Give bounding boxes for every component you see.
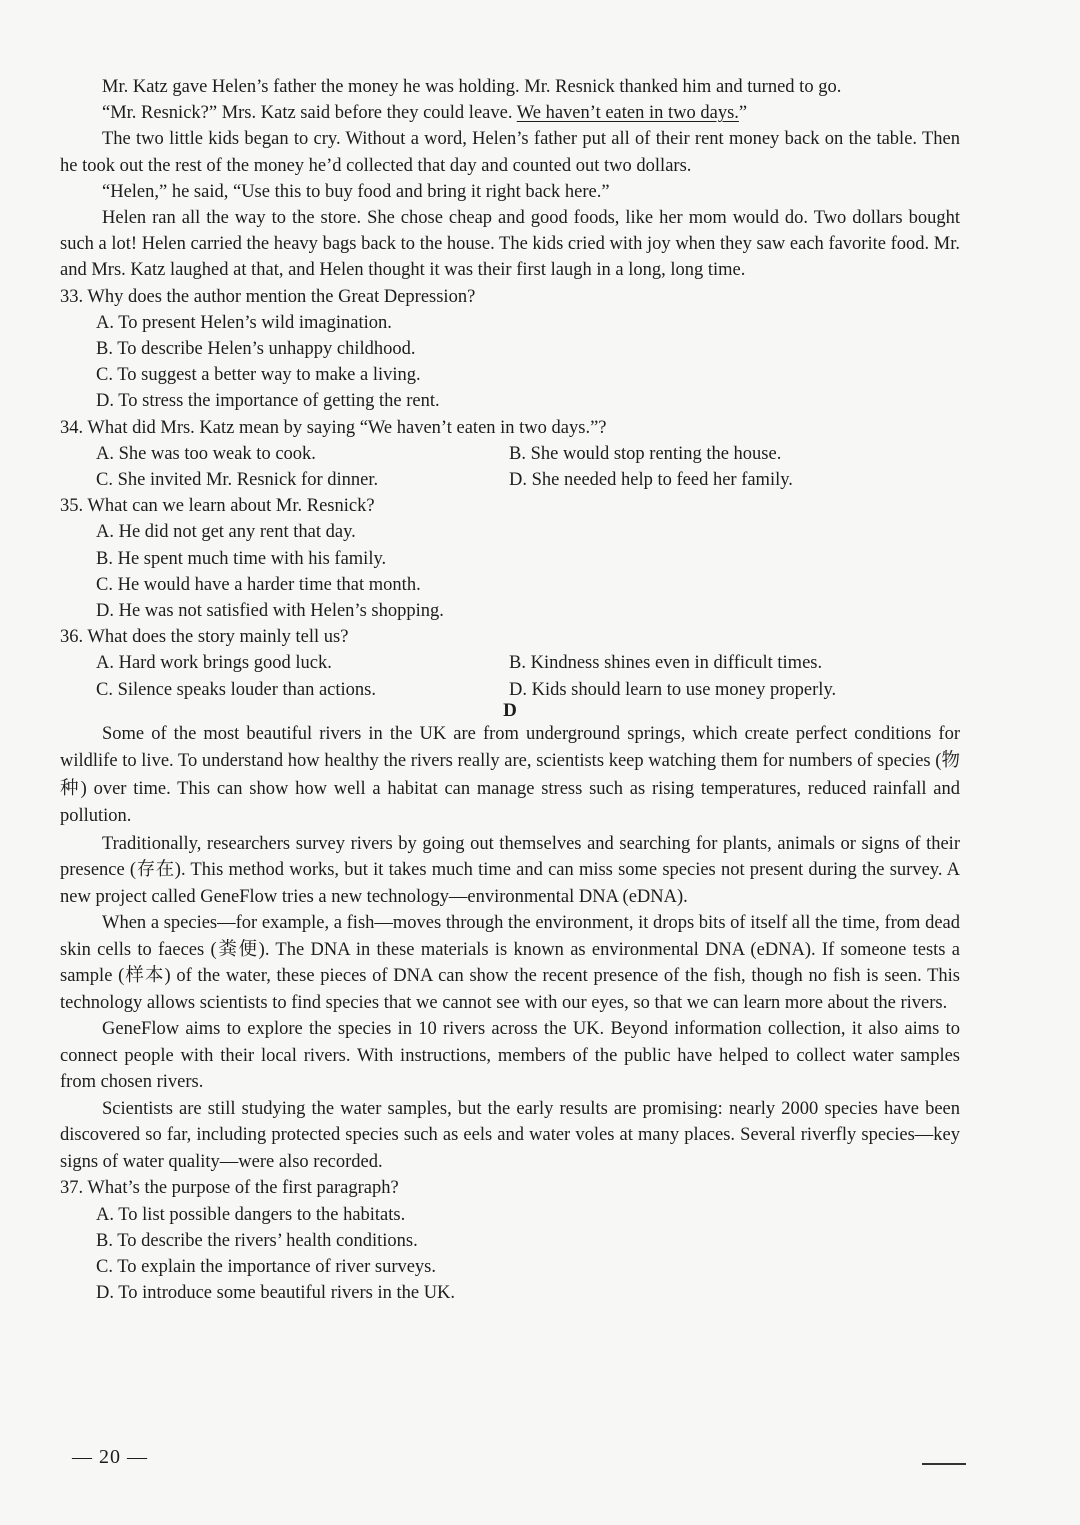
option-b[interactable]: B. To describe the rivers’ health conditions. (96, 1230, 418, 1251)
option-c[interactable]: C. To suggest a better way to make a living. (96, 365, 421, 386)
story-c (60, 74, 960, 284)
option-b[interactable]: B. To describe Helen’s unhappy childhood. (96, 339, 416, 360)
question-stem: 35. What can we learn about Mr. Resnick? (60, 496, 375, 517)
option-d[interactable]: D. To stress the importance of getting the rent. (96, 391, 440, 412)
question-33 (60, 284, 960, 415)
option-d[interactable]: D. To introduce some beautiful rivers in the UK. (96, 1283, 456, 1304)
option-c[interactable]: C. She invited Mr. Resnick for dinner. (96, 470, 379, 491)
passage-paragraph: GeneFlow aims to explore the species in 10 rivers across the UK. Beyond information collection, it also aims to connect people with their local rivers. With instructions, members of the public have helped to collect water samples from chosen rivers. (60, 1018, 960, 1093)
story-line: Mr. Katz gave Helen’s father the money he was holding. Mr. Resnick thanked him and turned to go. (102, 77, 842, 97)
story-paragraph: The two little kids began to cry. Without a word, Helen’s father put all of their rent money back on the table. Then he took out the rest of the money he’d collected that day and counted out two dollars. (60, 129, 960, 176)
option-a[interactable]: A. He did not get any rent that day. (96, 522, 356, 543)
passage-paragraph: Scientists are still studying the water samples, but the early results are promising: nearly 2000 species have been discovered so far, including protected species such as eels and water voles at many places. Several riverfly species—key signs of water quality—were also recorded. (60, 1098, 960, 1172)
passage-paragraph: Some of the most beautiful rivers in the UK are from underground springs, which create perfect conditions for wildlife to live. To understand how healthy the rivers really are, scientists keep watching them for numbers of species (物种) over time. This can show how well a habitat can manage stress such as rising temperatures, reduced rainfall and pollution. (60, 723, 960, 827)
passage-d (60, 721, 960, 1176)
option-b[interactable]: B. Kindness shines even in difficult times. (509, 653, 823, 674)
option-d[interactable]: D. He was not satisfied with Helen’s shopping. (96, 601, 444, 622)
question-stem: 33. Why does the author mention the Great Depression? (60, 286, 476, 307)
section-title: D (503, 699, 517, 721)
passage-paragraph: When a species—for example, a fish—moves through the environment, it drops bits of itself all the time, from dead skin cells to faeces (粪便). The DNA in these materials is known as environmental DNA (eDNA). If someone tests a sample (样本) of the water, these pieces of DNA can show the recent presence of the fish, though no fish is seen. This technology allows scientists to find species that we cannot see with our eyes, so that we can learn more about the rivers. (60, 913, 960, 1013)
question-37 (60, 1175, 960, 1306)
option-c[interactable]: C. Silence speaks louder than actions. (96, 679, 377, 700)
question-34 (60, 415, 960, 494)
option-b[interactable]: B. He spent much time with his family. (96, 548, 387, 569)
option-a[interactable]: A. She was too weak to cook. (96, 443, 316, 464)
question-stem: 37. What’s the purpose of the first paragraph? (60, 1178, 399, 1199)
option-a[interactable]: A. Hard work brings good luck. (96, 653, 332, 674)
option-d[interactable]: D. Kids should learn to use money properly. (509, 679, 837, 700)
dialogue-text: “Mr. Resnick?” Mrs. Katz said before they could leave. (102, 103, 513, 124)
option-d[interactable]: D. She needed help to feed her family. (509, 470, 793, 491)
story-line: “Helen,” he said, “Use this to buy food and bring it right back here.” (102, 181, 610, 202)
story-paragraph: Helen ran all the way to the store. She chose cheap and good foods, like her mom would do. Two dollars bought such a lot! Helen carried the heavy bags back to the house. The kids cried with joy when they saw each favorite food. Mr. and Mrs. Katz laughed at that, and Helen thought it was their first laugh in a long, long time. (60, 208, 960, 281)
passage-paragraph: Traditionally, researchers survey rivers by going out themselves and searching for plants, animals or signs of their presence (存在). This method works, but it takes much time and can miss some species not present during the survey. A new project called GeneFlow tries a new technology—environmental DNA (eDNA). (60, 833, 960, 907)
option-a[interactable]: A. To list possible dangers to the habitats. (96, 1204, 406, 1225)
question-36 (60, 624, 960, 703)
footer-divider (922, 1463, 966, 1465)
option-a[interactable]: A. To present Helen’s wild imagination. (96, 312, 392, 333)
option-c[interactable]: C. To explain the importance of river surveys. (96, 1257, 437, 1278)
page-number: — 20 — (72, 1446, 148, 1468)
option-c[interactable]: C. He would have a harder time that month. (96, 574, 421, 595)
closing-quote: ” (738, 103, 748, 124)
underlined-quote: We haven’t eaten in two days. (516, 103, 739, 124)
question-stem: 36. What does the story mainly tell us? (60, 627, 349, 648)
story-line (60, 100, 960, 126)
question-35 (60, 493, 960, 624)
exam-page (60, 74, 960, 1306)
option-b[interactable]: B. She would stop renting the house. (509, 443, 782, 464)
question-stem: 34. What did Mrs. Katz mean by saying “We haven’t eaten in two days.”? (60, 417, 607, 438)
